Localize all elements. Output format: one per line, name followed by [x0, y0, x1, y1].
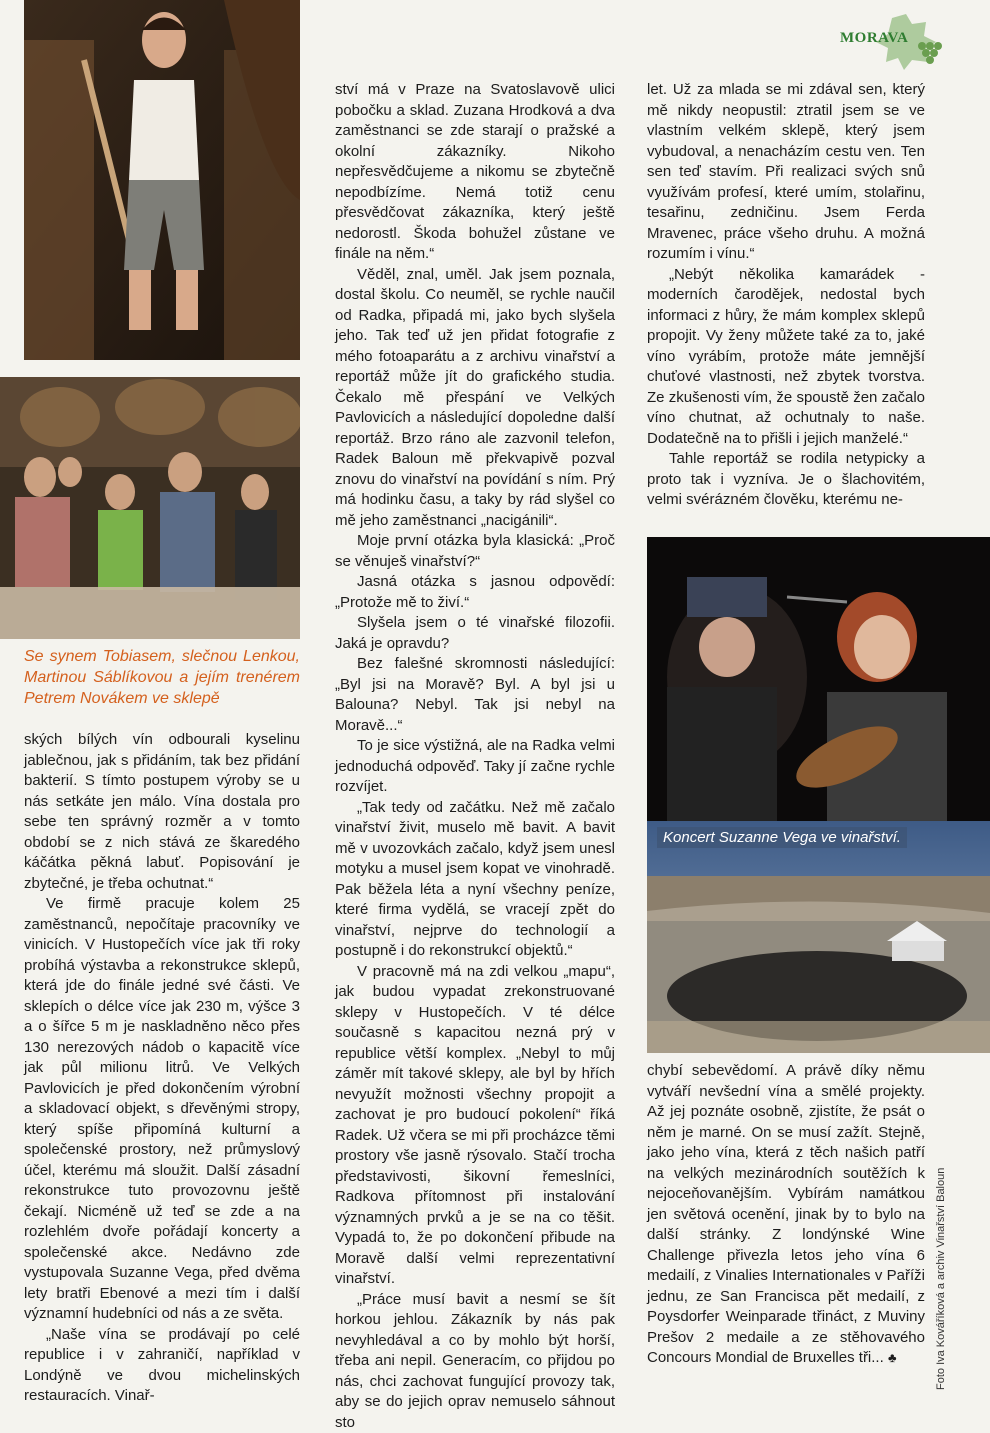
paragraph: Bez falešné skromnosti následující: „Byl jsi na Moravě? Byl. A byl jsi u Balouna? Nebyl. Tak jsi nebyl na Moravě...“ — [335, 654, 615, 736]
paragraph: Věděl, znal, uměl. Jak jsem poznala, dostal školu. Co neuměl, se rychle naučil od Radka, připadá mi, jako bych slyšela jeho. Tak teď už jen přidat fotografie z mého fotoaparátu a z archivu vinařství a reportáž může jít do grafického studia. Čekalo mě přespání ve Velkých Pavlovicích a následující dopoledne další reportáž. Brzo ráno ale zazvonil telefon, Radek Baloun mě překvapivě pozval znovu do vinařství na povídání s ním. Prý má hodinku času, a taky by rád slyšel co mě jeho zaměstnanci „nacigánili“. — [335, 265, 615, 532]
paragraph: „Tak tedy od začátku. Než mě začalo vinařství živit, muselo mě bavit. A bavit mě v uvozovkách začalo, když jsem unesl motyku a musel jsem kopat ve vinohradě. Pak běžela léta a nyní všechny peníze, které firma vydělá, se vracejí zpět do vinařství, nejprve do technologií a postupně i do rekonstrukcí objektů.“ — [335, 798, 615, 962]
paragraph: „Práce musí bavit a nesmí se šít horkou jehlou. Zákazník by nás pak nevyhledával a co by mohlo být horší, třeba ani nepil. Generacím, co přijdou po nás, chci zachovat fungující provozy tak, aby se do jejich oprav nemuselo sáhnout sto — [335, 1290, 615, 1433]
morava-logo — [840, 10, 950, 72]
article-column-3-bottom — [647, 1061, 925, 1369]
paragraph: „Nebýt několika kamarádek - moderních čarodějek, nedostal bych informaci z hůry, že mám komplex sklepů propojit. Vy ženy můžete také za to, jaké víno vyrábím, protože máte jemnější chuťové vlastnosti, než zbytek tvorstva. Ze zkušenosti vím, že spoustě žen začalo víno chutnat, až ochutnaly to naše. Dodatečně na to přišli i jejich manželé.“ — [647, 265, 925, 450]
paragraph: To je sice výstižná, ale na Radka velmi jednoduchá odpověď. Taky jí začne rychle rozvíjet. — [335, 736, 615, 798]
paragraph: Tahle reportáž se rodila netypicky a proto tak i vyzníva. Je o šlachovitém, velmi svérázném člověku, kterému ne- — [647, 449, 925, 511]
end-of-article-icon: ♣ — [888, 1350, 897, 1365]
logo-text: MORAVA — [840, 30, 908, 47]
group-photo-caption: Se synem Tobiasem, slečnou Lenkou, Martinou Sáblíkovou a jejím trenérem Petrem Novákem ve sklepě — [24, 646, 300, 709]
paragraph: let. Už za mlada se mi zdával sen, který mě nikdy neopustil: ztratil jsem se ve vlastním velkém sklepě, který jsem vybudoval, a nenacházím cestu ven. Ten sen teď stavím. Při realizaci svých snů využívám profesí, které umím, stolařinu, tesařinu, zedničinu. Jsem Ferda Mravenec, práce všeho druhu. A možná rozumím i vínu.“ — [647, 80, 925, 265]
paragraph: ských bílých vín odbourali kyselinu jablečnou, jak s přidáním, tak bez přidání bakterií. S tímto postupem výroby se u nás setkáte jen málo. Vína dostala pro sebe ten správný rozměr a v tomto období se z nich stává ze škaredého káčátka pěkná labuť. Popisování je zbytečné, je třeba ochutnat.“ — [24, 730, 300, 894]
paragraph: V pracovně má na zdi velkou „mapu“, jak budou vypadat zrekonstruované sklepy v Hustopečích. V té délce současně s kapacitou nezná prý v republice větší komplex. „Nebyl to můj záměr mít takové sklepy, ale byl by hřích nevyužít možnosti všechny propojit a zachovat je pro budoucí pokolení“ říká Radek. Už včera se mi při procházce těmi prostory vše jasně rýsovalo. Stačí trocha představivosti, šikovní řemeslníci, Radkova přítomnost při instalování významných prvků a je se na co těšit. Vypadá to, že po dokončení přibude na Moravě další velmi reprezentativní vinařství. — [335, 962, 615, 1290]
article-column-2 — [335, 80, 615, 1433]
concert-caption: Koncert Suzanne Vega ve vinařství. — [657, 827, 907, 848]
cellar-woman-photo — [24, 0, 300, 360]
paragraph: Moje první otázka byla klasická: „Proč se věnuješ vinařství?“ — [335, 531, 615, 572]
concert-yard-photo — [647, 821, 990, 1053]
paragraph: „Naše vína se prodávají po celé republice i v zahraničí, například v Londýně ve dvou michelinských restauracích. Vinař- — [24, 1325, 300, 1407]
paragraph-text: chybí sebevědomí. A právě díky němu vytváří nevšední vína a smělé projekty. Až jej poznáte osobně, zjistíte, že psát o něm je marné. On se musí zažít. Stejně, jako jeho vína, která z těch našich patří na velkých mezinárodních soutěžích k nejoceňovanějším. Vybírám namátkou jen světová ocenění, jinak by to bylo na další stránky. Z londýnské Wine Challenge přivezla letos jeho vína 6 medailí, z Vinalies Internationales v Paříži jednu, ze San Francisca pět medailí, z Poysdorfer Weinparade třináct, z Muviny Prešov 2 medaile a ze stěhovavého Concours Mondial de Bruxelles tři... — [647, 1062, 925, 1366]
cellar-group-photo — [0, 377, 300, 639]
paragraph: Jasná otázka s jasnou odpovědí: „Protože mě to živí.“ — [335, 572, 615, 613]
paragraph: Ve firmě pracuje kolem 25 zaměstnanců, nepočítaje pracovníky ve vinicích. V Hustopečích více jak tři roky probíhá výstavba a rekonstrukce sklepů, která jde do finále jedné své části. Ve sklepích o délce více jak 230 m, výšce 3 a o šířce 5 m je naskladněno něco přes 130 nerezových nádob o kapacitě více jak půl milionu litrů. Ve Velkých Pavlovicích je před dokončením výrobní a skladovací objekt, s dřevěnými stropy, který spíše připomíná kulturní a společenské prostory, než průmyslový účel, kterému má sloužit. Další zásadní rekonstrukce tuto provozovnu ještě čekají. Nicméně už teď se zde a na rozlehlém dvoře pořádají koncerty a společenské akce. Nedávno zde vystupovala Suzanne Vega, před dvěma lety bratři Ebenové a mezi tím i další významní hudebníci od nás a ze světa. — [24, 894, 300, 1325]
paragraph: Slyšela jsem o té vinařské filozofii. Jaká je opravdu? — [335, 613, 615, 654]
photo-credit: Foto Iva Kováříková a archiv Vinařství Baloun — [935, 1168, 947, 1390]
paragraph — [647, 1061, 925, 1369]
concert-stage-photo — [647, 537, 990, 821]
article-column-1 — [24, 730, 300, 1407]
article-column-3-top — [647, 80, 925, 511]
paragraph: ství má v Praze na Svatoslavově ulici pobočku a sklad. Zuzana Hrodková a dva zaměstnanci se zde starají o pražské a okolní zákazníky. Nikoho nepřesvědčujeme a nikomu se zbytečně nepodbízíme. Nemá totiž cenu přesvědčovat zákazníka, který ještě nedorostl. Škoda bohužel zůstane ve finále na něm.“ — [335, 80, 615, 265]
